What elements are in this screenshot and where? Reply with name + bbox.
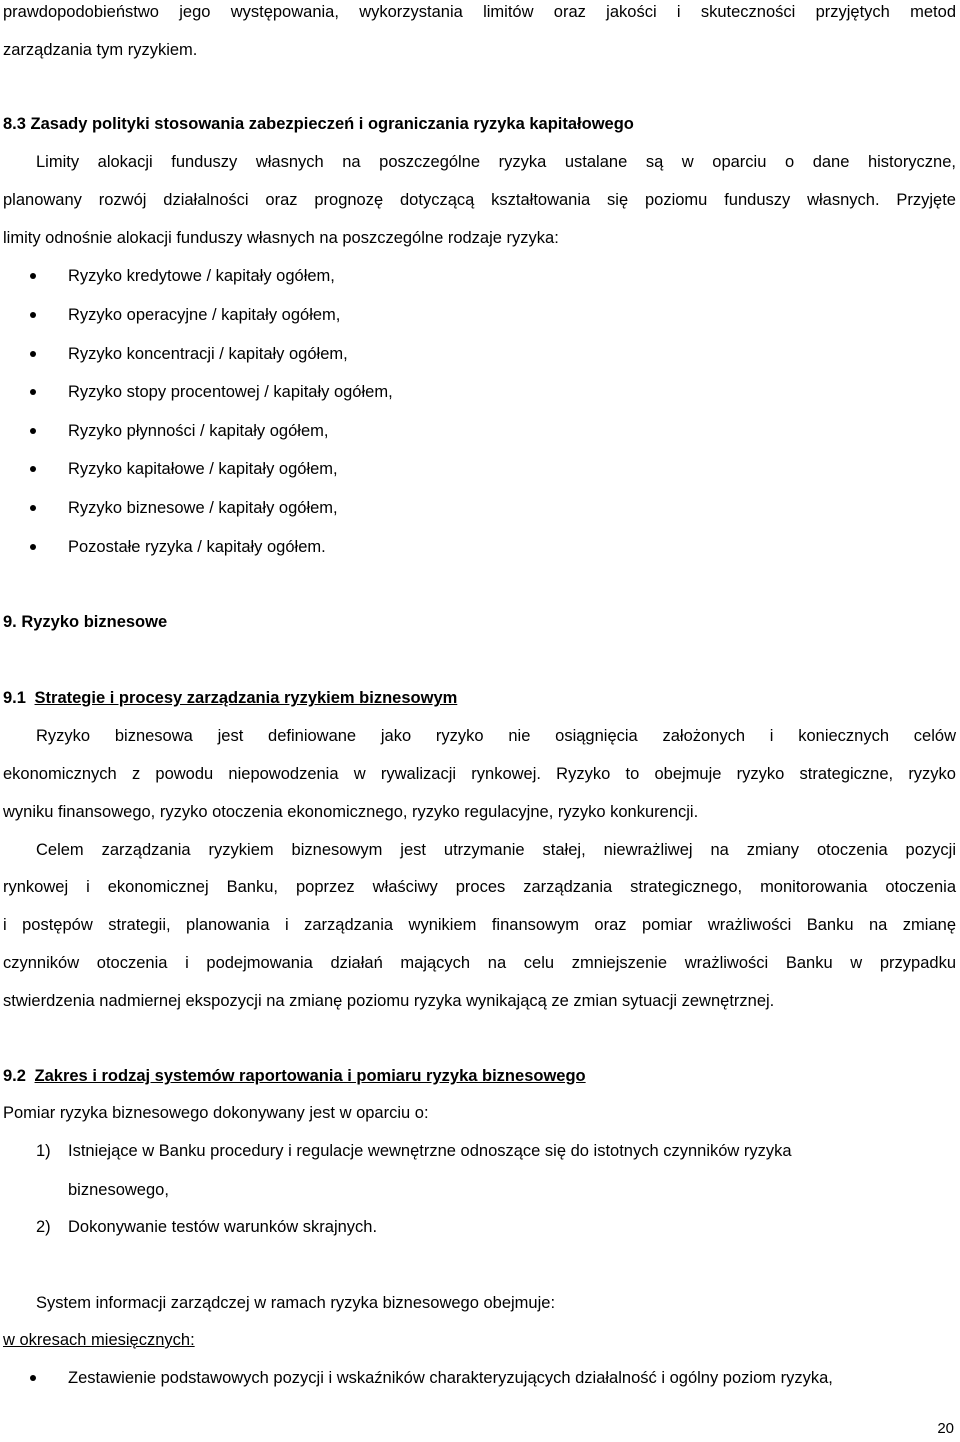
paragraph-line: limity odnośnie alokacji funduszy własnych na poszczególne rodzaje ryzyka: <box>3 229 559 247</box>
paragraph-line: Ryzyko biznesowa jest definiowane jako ryzyko nie osiągnięcia założonych i koniecznych celów <box>36 727 956 745</box>
paragraph-line: czynników otoczenia i podejmowania działań mających na celu zmniejszenie wrażliwości Banku w przypadku <box>3 954 956 972</box>
section-heading-9-2: 9.2 Zakres i rodzaj systemów raportowania i pomiaru ryzyka biznesowego <box>3 1067 586 1085</box>
paragraph-line: System informacji zarządczej w ramach ryzyka biznesowego obejmuje: <box>36 1294 556 1312</box>
list-item: Pozostałe ryzyka / kapitały ogółem. <box>30 537 326 557</box>
paragraph-line: wyniku finansowego, ryzyko otoczenia ekonomicznego, ryzyko regulacyjne, ryzyko konkurencji. <box>3 803 699 821</box>
paragraph-line: stwierdzenia nadmiernej ekspozycji na zmianę poziomu ryzyka wynikającą ze zmian sytuacji zewnętrznej. <box>3 992 775 1010</box>
list-item: Ryzyko operacyjne / kapitały ogółem, <box>30 305 340 325</box>
section-heading-9: 9. Ryzyko biznesowe <box>3 613 168 631</box>
list-item: Zestawienie podstawowych pozycji i wskaźników charakteryzujących działalność i ogólny poziom ryzyka, <box>30 1368 833 1388</box>
list-item: Ryzyko kapitałowe / kapitały ogółem, <box>30 459 338 479</box>
paragraph-line: i postępów strategii, planowania i zarządzania wynikiem finansowym oraz pomiar wrażliwości Banku na zmianę <box>3 916 956 934</box>
list-item: Ryzyko biznesowe / kapitały ogółem, <box>30 498 338 518</box>
section-heading-8-3: 8.3 Zasady polityki stosowania zabezpieczeń i ograniczania ryzyka kapitałowego <box>3 115 634 133</box>
subheading-monthly: w okresach miesięcznych: <box>3 1331 195 1349</box>
paragraph-line: planowany rozwój działalności oraz prognozę dotyczącą kształtowania się poziomu funduszy własnych. Przyjęte <box>3 191 956 209</box>
list-item: Ryzyko kredytowe / kapitały ogółem, <box>30 266 335 286</box>
numbered-item: 1) Istniejące w Banku procedury i regulacje wewnętrzne odnoszące się do istotnych czynników ryzyka <box>36 1142 792 1160</box>
paragraph-line: Celem zarządzania ryzykiem biznesowym jest utrzymanie stałej, niewrażliwej na zmiany otoczenia pozycji <box>36 841 956 859</box>
paragraph-line: Pomiar ryzyka biznesowego dokonywany jest w oparciu o: <box>3 1104 429 1122</box>
numbered-item: 2) Dokonywanie testów warunków skrajnych. <box>36 1218 378 1236</box>
paragraph-line: Limity alokacji funduszy własnych na poszczególne ryzyka ustalane są w oparciu o dane historyczne, <box>36 153 956 171</box>
paragraph-line: ekonomicznych z powodu niepowodzenia w rywalizacji rynkowej. Ryzyko to obejmuje ryzyko strategiczne, ryzyko <box>3 765 956 783</box>
list-item: Ryzyko koncentracji / kapitały ogółem, <box>30 344 348 364</box>
section-heading-9-1: 9.1 Strategie i procesy zarządzania ryzykiem biznesowym <box>3 689 458 707</box>
paragraph-line: rynkowej i ekonomicznej Banku, poprzez właściwy proces zarządzania strategicznego, monitorowania otoczenia <box>3 878 956 896</box>
list-item: Ryzyko płynności / kapitały ogółem, <box>30 421 328 441</box>
page-number: 20 <box>937 1420 954 1437</box>
numbered-item-continuation: biznesowego, <box>68 1181 169 1199</box>
text-line: prawdopodobieństwo jego występowania, wykorzystania limitów oraz jakości i skuteczności przyjętych metod <box>3 3 956 21</box>
text-line: zarządzania tym ryzykiem. <box>3 41 198 59</box>
list-item: Ryzyko stopy procentowej / kapitały ogółem, <box>30 382 393 402</box>
